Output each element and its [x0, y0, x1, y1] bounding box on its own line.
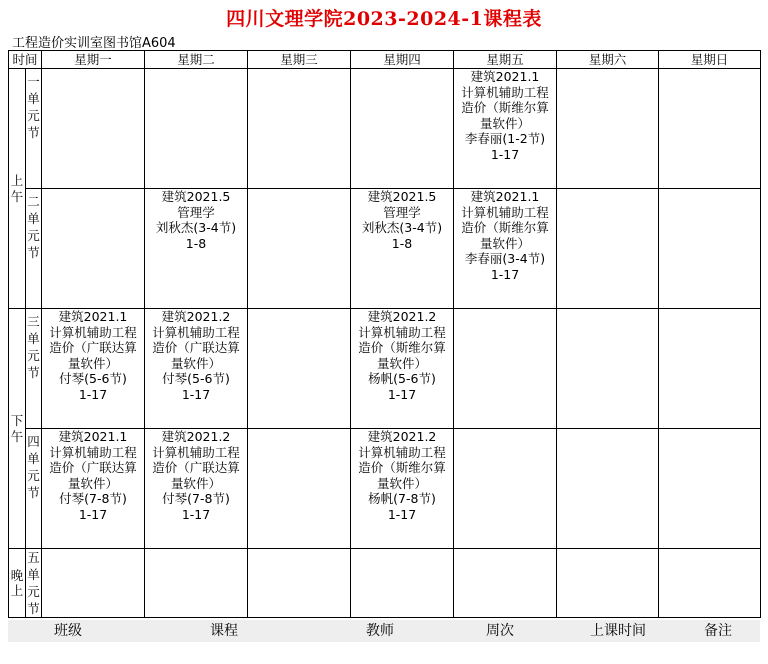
schedule-cell[interactable]: 建筑2021.1 计算机辅助工程造价（广联达算量软件） 付琴(7-8节) 1-17 — [42, 429, 145, 549]
schedule-cell[interactable] — [659, 189, 761, 309]
schedule-cell[interactable]: 建筑2021.2 计算机辅助工程造价（斯维尔算量软件） 杨帆(5-6节) 1-17 — [351, 309, 454, 429]
unit-label: 二单元节 — [26, 189, 42, 309]
schedule-cell[interactable] — [248, 309, 351, 429]
schedule-cell[interactable]: 建筑2021.1 计算机辅助工程造价（斯维尔算量软件） 李春丽(3-4节) 1-17 — [454, 189, 557, 309]
schedule-cell[interactable] — [42, 69, 145, 189]
unit-row — [9, 189, 761, 309]
schedule-cell[interactable] — [248, 189, 351, 309]
schedule-cell[interactable]: 建筑2021.1 计算机辅助工程造价（斯维尔算量软件） 李春丽(1-2节) 1-17 — [454, 69, 557, 189]
schedule-cell[interactable] — [659, 549, 761, 618]
schedule-cell[interactable] — [557, 189, 659, 309]
schedule-cell[interactable]: 建筑2021.2 计算机辅助工程造价（斯维尔算量软件） 杨帆(7-8节) 1-17 — [351, 429, 454, 549]
legend-time: 上课时间 — [590, 623, 646, 639]
schedule-cell[interactable] — [145, 549, 248, 618]
schedule-cell[interactable] — [248, 69, 351, 189]
schedule-cell[interactable] — [145, 69, 248, 189]
schedule-cell[interactable] — [454, 309, 557, 429]
header-day: 星期六 — [557, 51, 659, 69]
header-day: 星期五 — [454, 51, 557, 69]
schedule-cell[interactable] — [248, 429, 351, 549]
page-title: 四川文理学院2023-2024-1课程表 — [226, 8, 542, 30]
schedule-cell[interactable]: 建筑2021.5 管理学 刘秋杰(3-4节) 1-8 — [351, 189, 454, 309]
header-day: 星期一 — [42, 51, 145, 69]
schedule-cell[interactable] — [659, 69, 761, 189]
schedule-cell[interactable] — [454, 429, 557, 549]
schedule-cell[interactable]: 建筑2021.5 管理学 刘秋杰(3-4节) 1-8 — [145, 189, 248, 309]
schedule-cell[interactable] — [659, 429, 761, 549]
timetable — [8, 50, 761, 618]
header-time: 时间 — [9, 51, 42, 69]
schedule-cell[interactable] — [557, 549, 659, 618]
unit-label: 一单元节 — [26, 69, 42, 189]
header-row — [9, 51, 761, 69]
legend-weeks: 周次 — [486, 623, 514, 639]
legend-notes: 备注 — [704, 623, 732, 639]
classroom-label: 工程造价实训室图书馆A604 — [12, 36, 176, 51]
schedule-cell[interactable] — [351, 69, 454, 189]
legend-teacher: 教师 — [366, 623, 394, 639]
schedule-cell[interactable] — [659, 309, 761, 429]
unit-row — [9, 309, 761, 429]
schedule-cell[interactable]: 建筑2021.2 计算机辅助工程造价（广联达算量软件） 付琴(5-6节) 1-17 — [145, 309, 248, 429]
unit-label: 四单元节 — [26, 429, 42, 549]
schedule-cell[interactable] — [557, 69, 659, 189]
header-day: 星期三 — [248, 51, 351, 69]
legend-class: 班级 — [54, 623, 82, 639]
schedule-cell[interactable]: 建筑2021.2 计算机辅助工程造价（广联达算量软件） 付琴(7-8节) 1-17 — [145, 429, 248, 549]
morning-label: 上午 — [9, 69, 26, 309]
schedule-cell[interactable] — [557, 429, 659, 549]
unit-row — [9, 429, 761, 549]
evening-label: 晚上 — [9, 549, 26, 618]
schedule-cell[interactable] — [454, 549, 557, 618]
header-day: 星期四 — [351, 51, 454, 69]
schedule-cell[interactable] — [42, 549, 145, 618]
schedule-cell[interactable] — [557, 309, 659, 429]
schedule-cell[interactable]: 建筑2021.1 计算机辅助工程造价（广联达算量软件） 付琴(5-6节) 1-17 — [42, 309, 145, 429]
unit-label: 三单元节 — [26, 309, 42, 429]
schedule-cell[interactable] — [42, 189, 145, 309]
schedule-cell[interactable] — [351, 549, 454, 618]
unit-row — [9, 549, 761, 618]
afternoon-label: 下午 — [9, 309, 26, 549]
unit-row — [9, 69, 761, 189]
legend-course: 课程 — [210, 623, 238, 639]
schedule-cell[interactable] — [248, 549, 351, 618]
unit-label: 五单元节 — [27, 550, 40, 616]
header-day: 星期二 — [145, 51, 248, 69]
header-day: 星期日 — [659, 51, 761, 69]
legend-footer — [8, 620, 760, 642]
